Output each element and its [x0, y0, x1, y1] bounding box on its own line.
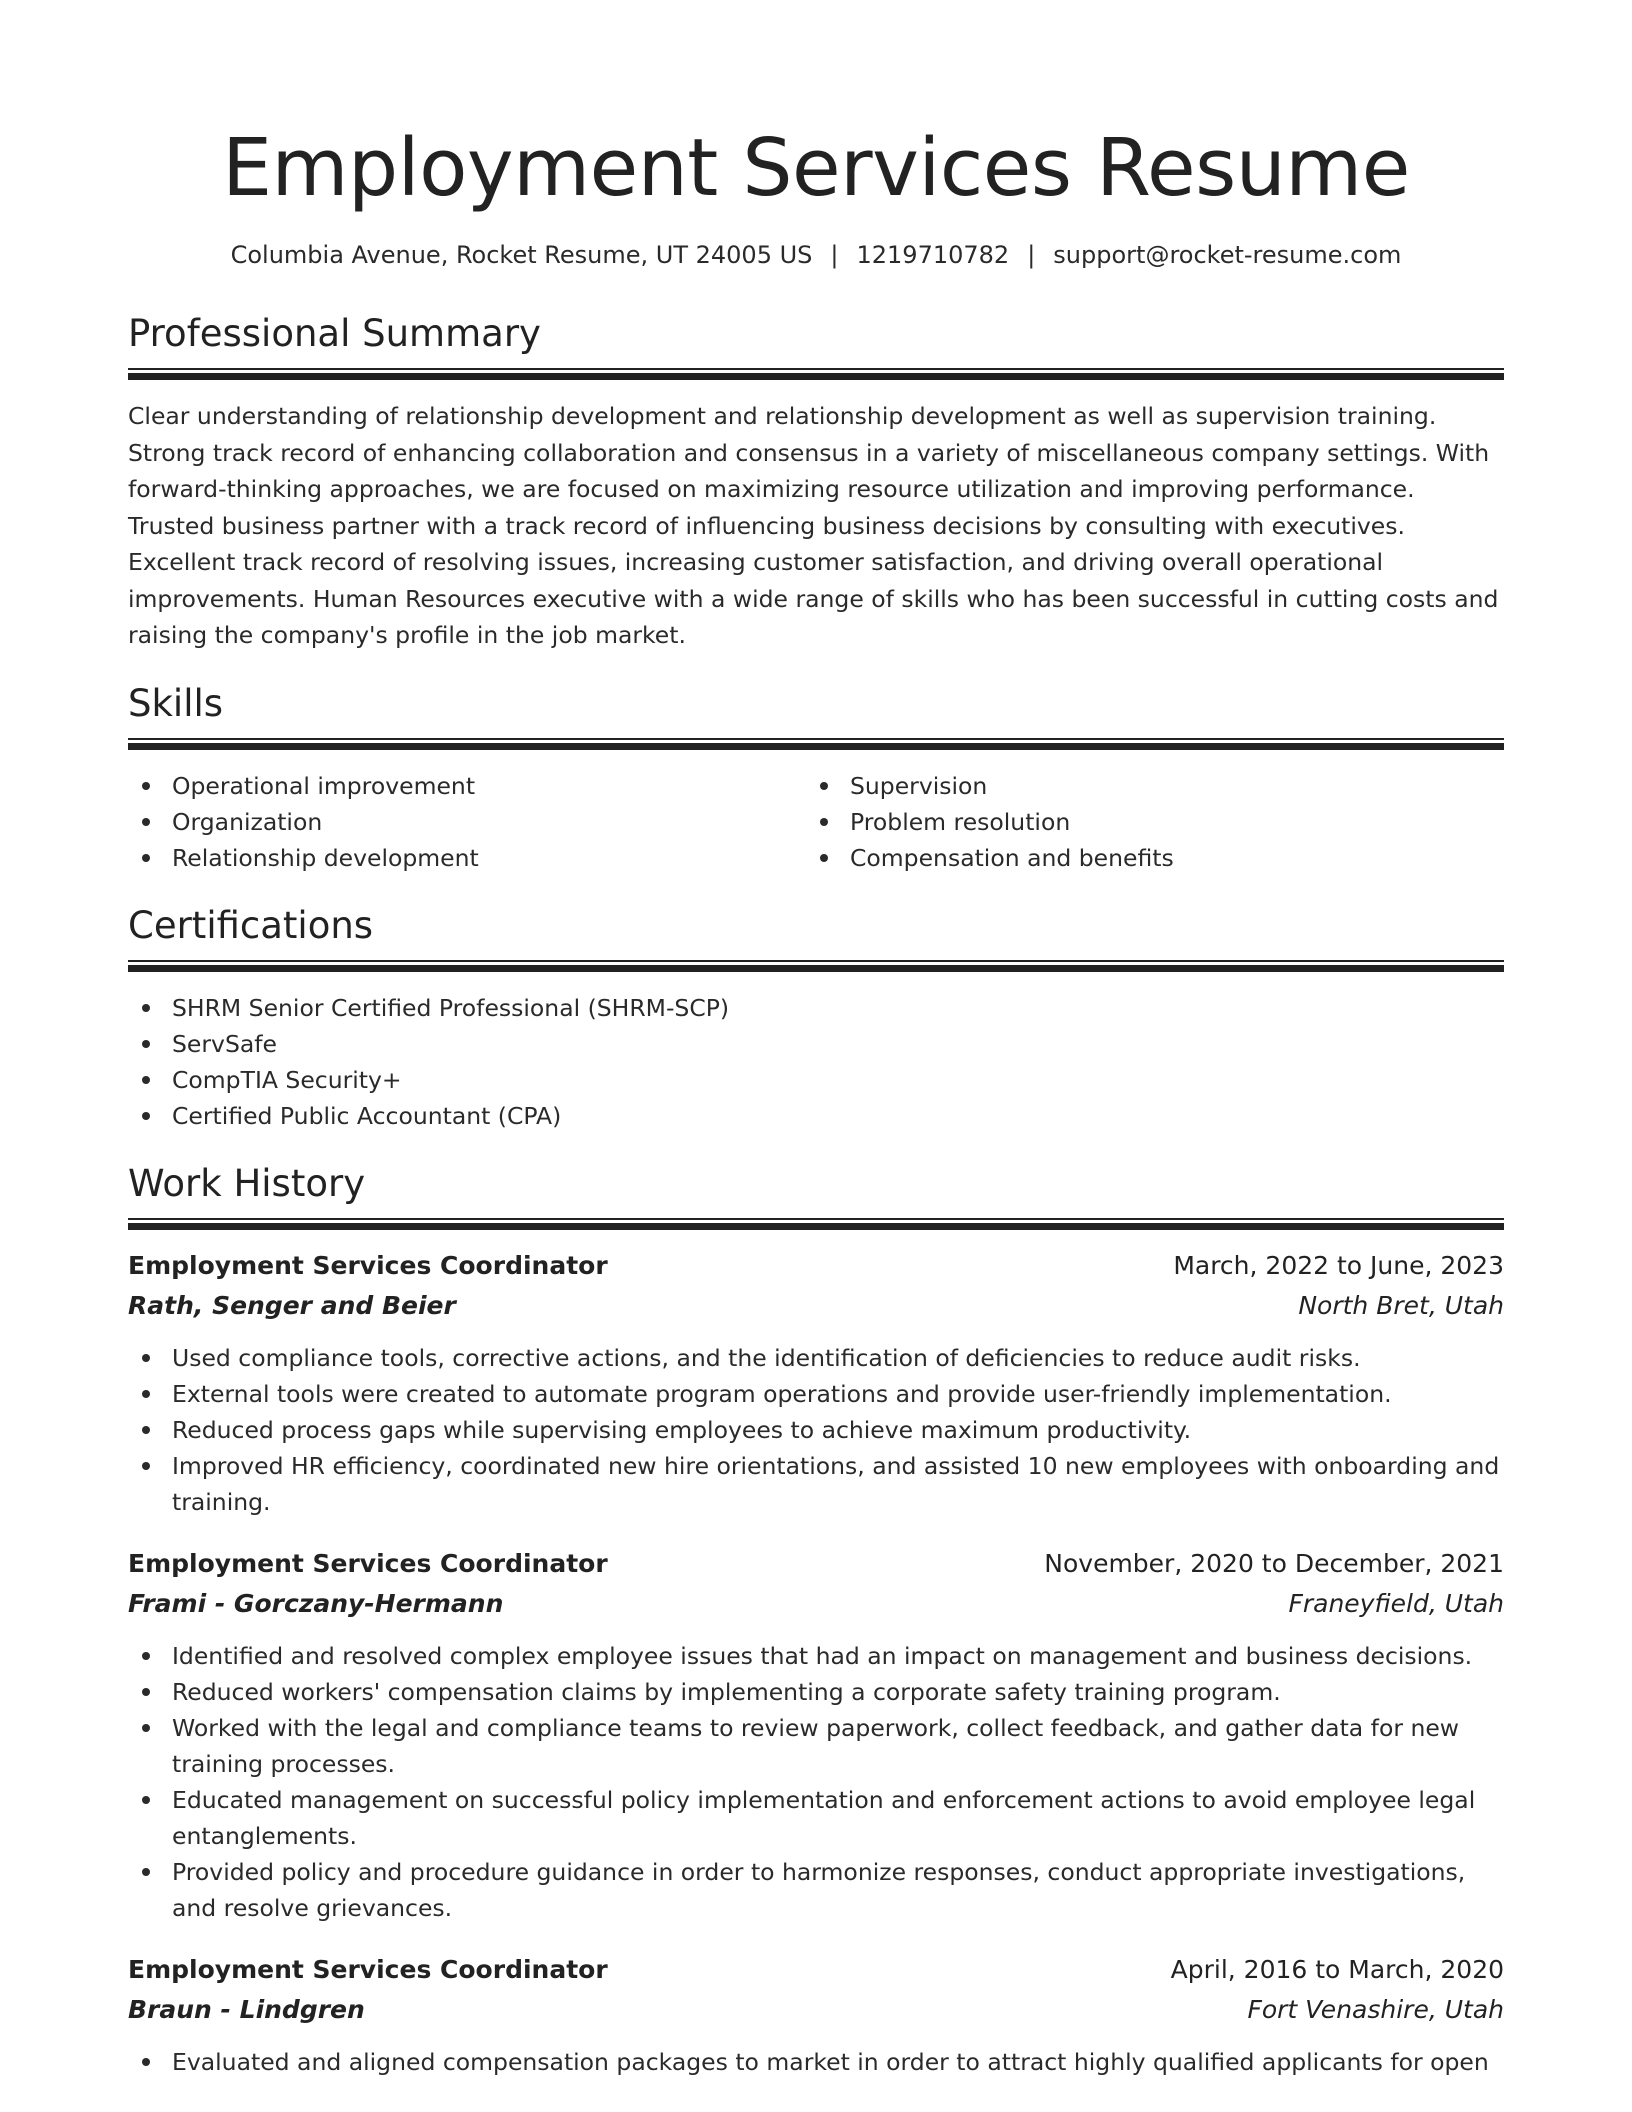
job-bullet: Evaluated and aligned compensation packages to market in order to attract highly qualified applicants for open [128, 2044, 1504, 2080]
job-location: North Bret, Utah [1298, 1290, 1504, 1320]
bullet-dot [142, 1390, 150, 1398]
job-title: Employment Services Coordinator [128, 1548, 608, 1578]
job-company-row [128, 1584, 1504, 1624]
contact-phone: 1219710782 [856, 241, 1010, 269]
bullet-dot [142, 2058, 150, 2066]
job-dates: April, 2016 to March, 2020 [1170, 1954, 1504, 1984]
bullet-dot [142, 1354, 150, 1362]
job-bullet: Worked with the legal and compliance teams to review paperwork, collect feedback, and gather data for new training processes. [128, 1710, 1504, 1782]
skill-item: Compensation and benefits [806, 840, 1484, 876]
section-title-work-history: Work History [128, 1161, 366, 1205]
job-bullet: Identified and resolved complex employee issues that had an impact on management and business decisions. [128, 1638, 1504, 1674]
section-title-summary: Professional Summary [128, 312, 541, 355]
job-title: Employment Services Coordinator [128, 1250, 608, 1280]
job-bullet: Reduced process gaps while supervising employees to achieve maximum productivity. [128, 1412, 1504, 1448]
certification-item: Certified Public Accountant (CPA) [128, 1098, 1504, 1134]
job-bullets [128, 2044, 1504, 2080]
job-bullet: Educated management on successful policy implementation and enforcement actions to avoid employee legal entanglements. [128, 1782, 1504, 1854]
section-title-skills: Skills [128, 681, 224, 725]
job-bullet: Improved HR efficiency, coordinated new hire orientations, and assisted 10 new employees with onboarding and training. [128, 1448, 1504, 1520]
bullet-dot [820, 854, 828, 862]
job-bullet: Used compliance tools, corrective actions, and the identification of deficiencies to reduce audit risks. [128, 1340, 1504, 1376]
bullet-dot [820, 782, 828, 790]
summary-section [128, 310, 1504, 654]
resume-page [128, 0, 1504, 2080]
contact-separator: | [830, 241, 839, 269]
section-divider [128, 1218, 1504, 1230]
job-company: Braun - Lindgren [128, 1994, 365, 2024]
job-company: Rath, Senger and Beier [128, 1290, 456, 1320]
job-bullet: External tools were created to automate program operations and provide user-friendly implementation. [128, 1376, 1504, 1412]
certifications-list [128, 990, 1504, 1134]
skills-section [128, 680, 1504, 876]
job-dates: March, 2022 to June, 2023 [1173, 1250, 1504, 1280]
section-divider [128, 368, 1504, 380]
job-header-row [128, 1950, 1504, 1990]
bullet-dot [142, 1112, 150, 1120]
resume-title: Employment Services Resume [222, 122, 1410, 214]
job-bullets [128, 1340, 1504, 1520]
skill-item: Organization [128, 804, 806, 840]
skill-item: Operational improvement [128, 768, 806, 804]
bullet-dot [142, 854, 150, 862]
contact-email: support@rocket-resume.com [1053, 241, 1402, 269]
bullet-dot [142, 782, 150, 790]
certification-item: CompTIA Security+ [128, 1062, 1504, 1098]
section-divider [128, 960, 1504, 972]
certifications-section [128, 902, 1504, 1134]
job-entry [128, 1246, 1504, 1520]
section-divider [128, 738, 1504, 750]
certification-item: ServSafe [128, 1026, 1504, 1062]
bullet-dot [142, 818, 150, 826]
bullet-dot [142, 1868, 150, 1876]
job-location: Fort Venashire, Utah [1247, 1994, 1504, 2024]
section-title-certifications: Certifications [128, 903, 374, 947]
contact-address: Columbia Avenue, Rocket Resume, UT 24005 US [230, 241, 813, 269]
job-company: Frami - Gorczany-Hermann [128, 1588, 504, 1618]
job-header-row [128, 1544, 1504, 1584]
job-bullets [128, 1638, 1504, 1926]
bullet-dot [142, 1688, 150, 1696]
skill-item: Relationship development [128, 840, 806, 876]
job-header-row [128, 1246, 1504, 1286]
job-location: Franeyfield, Utah [1288, 1588, 1504, 1618]
skill-item: Supervision [806, 768, 1484, 804]
job-bullet: Reduced workers' compensation claims by implementing a corporate safety training program. [128, 1674, 1504, 1710]
bullet-dot [142, 1076, 150, 1084]
skills-right-column [806, 768, 1484, 876]
bullet-dot [142, 1796, 150, 1804]
contact-separator: | [1027, 241, 1036, 269]
job-company-row [128, 1286, 1504, 1326]
job-company-row [128, 1990, 1504, 2030]
certification-item: SHRM Senior Certified Professional (SHRM-SCP) [128, 990, 1504, 1026]
bullet-dot [142, 1652, 150, 1660]
bullet-dot [142, 1724, 150, 1732]
summary-text: Clear understanding of relationship development and relationship development as well as supervision training. Strong track record of enhancing collaboration and consensus in a variety of miscellaneous company settings. With forward-thinking approaches, we are focused on maximizing resource utilization and improving performance. Trusted business partner with a track record of influencing business decisions by consulting with executives. Excellent track record of resolving issues, increasing customer satisfaction, and driving overall operational improvements. Human Resources executive with a wide range of skills who has been successful in cutting costs and raising the company's profile in the job market. [128, 402, 1499, 649]
job-entry [128, 1950, 1504, 2080]
contact-line [128, 238, 1504, 272]
bullet-dot [820, 818, 828, 826]
bullet-dot [142, 1426, 150, 1434]
skill-item: Problem resolution [806, 804, 1484, 840]
bullet-dot [142, 1462, 150, 1470]
job-title: Employment Services Coordinator [128, 1954, 608, 1984]
skills-grid [128, 768, 1504, 876]
job-bullet: Provided policy and procedure guidance in order to harmonize responses, conduct appropriate investigations, and resolve grievances. [128, 1854, 1504, 1926]
work-history-section [128, 1160, 1504, 2080]
bullet-dot [142, 1004, 150, 1012]
job-entry [128, 1544, 1504, 1926]
job-dates: November, 2020 to December, 2021 [1044, 1548, 1504, 1578]
bullet-dot [142, 1040, 150, 1048]
skills-left-column [128, 768, 806, 876]
